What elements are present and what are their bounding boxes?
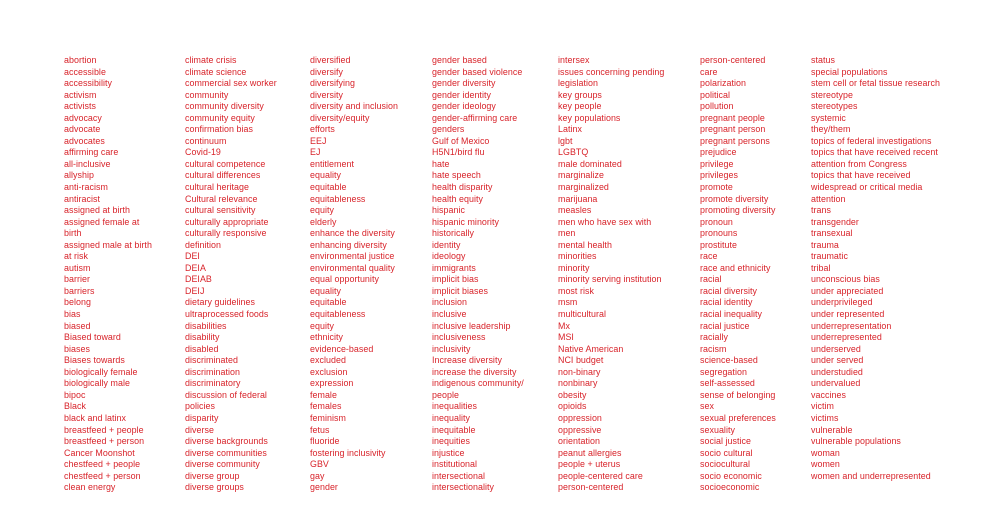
word-item: sexual preferences: [700, 412, 776, 423]
word-item: pollution: [700, 101, 734, 112]
word-item: political: [700, 89, 731, 100]
word-item: discriminatory: [185, 378, 241, 389]
word-item: status: [811, 55, 835, 65]
word-item: disabled: [185, 343, 219, 354]
word-item: breastfeed + person: [64, 436, 145, 447]
word-item: opioids: [558, 401, 587, 412]
word-item: activism: [64, 89, 97, 100]
word-item: legislation: [558, 78, 599, 89]
word-item: women: [811, 459, 840, 470]
word-item: pregnant people: [700, 112, 765, 123]
word-item: entitlement: [310, 158, 354, 169]
word-item: diverse groups: [185, 482, 244, 493]
word-item: obesity: [558, 389, 587, 400]
word-item: implicit biases: [432, 285, 488, 296]
word-item: underserved: [811, 343, 861, 354]
word-item: all-inclusive: [64, 158, 111, 169]
word-item: inclusiveness: [432, 332, 486, 343]
word-item: bipoc: [64, 389, 86, 400]
word-item: assigned at birth: [64, 205, 130, 216]
word-item: black and latinx: [64, 412, 126, 423]
word-item: attention from Congress: [811, 158, 907, 169]
word-item: enhance the diversity: [310, 228, 395, 239]
word-item: diversified: [310, 55, 351, 65]
word-item: topics that have received: [811, 170, 911, 181]
word-item: unconscious bias: [811, 274, 880, 285]
word-item: diversity: [310, 89, 343, 100]
word-item: hate speech: [432, 170, 481, 181]
word-item: vulnerable: [811, 424, 853, 435]
word-item: chestfeed + person: [64, 470, 141, 481]
word-item: racial: [700, 274, 722, 285]
word-item: gender diversity: [432, 78, 496, 89]
word-item: birth: [64, 228, 82, 239]
word-item: issues concerning pending: [558, 66, 665, 77]
word-item: inclusive: [432, 309, 467, 320]
word-item: genders: [432, 124, 465, 135]
word-column-1: [64, 55, 152, 494]
word-item: promote diversity: [700, 193, 769, 204]
word-item: LGBTQ: [558, 147, 589, 158]
word-item: NCI budget: [558, 355, 604, 366]
word-item: transexual: [811, 228, 853, 239]
word-item: racially: [700, 332, 729, 343]
word-item: underrepresented: [811, 332, 882, 343]
word-item: trans: [811, 205, 831, 216]
word-item: inclusive leadership: [432, 320, 511, 331]
word-item: inclusivity: [432, 343, 471, 354]
word-item: bias: [64, 309, 81, 320]
word-item: sexuality: [700, 424, 735, 435]
word-item: key populations: [558, 112, 621, 123]
word-item: men who have sex with: [558, 216, 652, 227]
word-column-6: [700, 55, 776, 494]
word-item: female: [310, 389, 337, 400]
word-item: minorities: [558, 251, 597, 262]
word-item: under appreciated: [811, 285, 884, 296]
word-item: pronoun: [700, 216, 733, 227]
word-item: advocate: [64, 124, 101, 135]
word-item: systemic: [811, 112, 846, 123]
word-item: environmental justice: [310, 251, 395, 262]
word-item: social justice: [700, 436, 752, 447]
word-item: Biases towards: [64, 355, 125, 366]
word-item: gender based violence: [432, 66, 523, 77]
word-item: DEIAB: [185, 274, 212, 285]
word-item: underprivileged: [811, 297, 873, 308]
word-item: most risk: [558, 285, 594, 296]
word-item: women and underrepresented: [811, 470, 931, 481]
word-item: injustice: [432, 447, 465, 458]
word-item: biologically female: [64, 366, 138, 377]
word-item: inequities: [432, 436, 470, 447]
word-item: race: [700, 251, 718, 262]
word-item: diverse community: [185, 459, 260, 470]
word-item: promoting diversity: [700, 205, 776, 216]
word-item: widespread or critical media: [811, 182, 923, 193]
word-item: attention: [811, 193, 846, 204]
word-item: topics that have received recent: [811, 147, 938, 158]
word-item: gay: [310, 470, 325, 481]
word-item: diversity and inclusion: [310, 101, 398, 112]
word-item: equitableness: [310, 193, 366, 204]
word-item: stem cell or fetal tissue research: [811, 78, 940, 89]
word-item: fetus: [310, 424, 330, 435]
word-item: sociocultural: [700, 459, 750, 470]
word-item: msm: [558, 297, 578, 308]
word-column-2: [185, 55, 277, 494]
word-item: stereotypes: [811, 101, 858, 112]
word-item: race and ethnicity: [700, 262, 771, 273]
word-item: intersectionality: [432, 482, 495, 493]
word-item: biologically male: [64, 378, 130, 389]
word-item: discriminated: [185, 355, 238, 366]
word-item: gender ideology: [432, 101, 496, 112]
word-item: DEI: [185, 251, 200, 262]
word-item: equal opportunity: [310, 274, 379, 285]
word-item: Increase diversity: [432, 355, 502, 366]
word-item: privileges: [700, 170, 738, 181]
word-item: clean energy: [64, 482, 116, 493]
word-item: community: [185, 89, 229, 100]
word-item: cultural competence: [185, 158, 266, 169]
word-item: advocacy: [64, 112, 102, 123]
word-item: indigenous community/: [432, 378, 524, 389]
word-item: pregnant person: [700, 124, 766, 135]
word-item: person-centered: [558, 482, 624, 493]
word-item: anti-racism: [64, 182, 108, 193]
word-item: ethnicity: [310, 332, 344, 343]
word-item: fostering inclusivity: [310, 447, 386, 458]
word-item: discussion of federal: [185, 389, 267, 400]
word-item: biased: [64, 320, 91, 331]
word-item: vaccines: [811, 389, 846, 400]
word-item: continuum: [185, 135, 227, 146]
word-item: evidence-based: [310, 343, 374, 354]
word-item: pronouns: [700, 228, 738, 239]
word-item: transgender: [811, 216, 859, 227]
word-item: feminism: [310, 412, 346, 423]
word-item: diversify: [310, 66, 343, 77]
word-item: vulnerable populations: [811, 436, 901, 447]
word-item: underrepresentation: [811, 320, 892, 331]
word-item: discrimination: [185, 366, 240, 377]
word-item: identity: [432, 239, 461, 250]
word-item: community diversity: [185, 101, 264, 112]
word-item: self-assessed: [700, 378, 755, 389]
word-item: stereotype: [811, 89, 853, 100]
word-item: prostitute: [700, 239, 738, 250]
word-item: victims: [811, 412, 839, 423]
word-item: GBV: [310, 459, 329, 470]
word-item: biases: [64, 343, 90, 354]
word-item: minority: [558, 262, 590, 273]
word-item: Biased toward: [64, 332, 121, 343]
word-item: climate crisis: [185, 55, 237, 65]
word-column-5: [558, 55, 664, 494]
word-item: assigned male at birth: [64, 239, 152, 250]
word-item: non-binary: [558, 366, 601, 377]
word-item: disparity: [185, 412, 219, 423]
word-item: diverse backgrounds: [185, 436, 268, 447]
word-item: key groups: [558, 89, 602, 100]
word-column-7: [811, 55, 940, 482]
word-item: socio cultural: [700, 447, 753, 458]
word-column-4: [432, 55, 524, 494]
word-item: exclusion: [310, 366, 348, 377]
word-item: sex: [700, 401, 714, 412]
word-item: Cultural relevance: [185, 193, 258, 204]
word-item: allyship: [64, 170, 94, 181]
word-item: community equity: [185, 112, 255, 123]
word-item: dietary guidelines: [185, 297, 255, 308]
word-item: intersectional: [432, 470, 485, 481]
word-item: expression: [310, 378, 354, 389]
word-item: MSI: [558, 332, 574, 343]
word-item: Native American: [558, 343, 624, 354]
word-item: polarization: [700, 78, 746, 89]
word-item: gender based: [432, 55, 487, 65]
word-item: woman: [811, 447, 840, 458]
word-item: at risk: [64, 251, 89, 262]
word-item: females: [310, 401, 342, 412]
word-item: racial inequality: [700, 309, 763, 320]
word-item: fluoride: [310, 436, 340, 447]
word-item: gender identity: [432, 89, 491, 100]
word-item: oppression: [558, 412, 602, 423]
word-item: DEIJ: [185, 285, 205, 296]
word-item: orientation: [558, 436, 600, 447]
word-item: they/them: [811, 124, 851, 135]
word-item: health disparity: [432, 182, 493, 193]
word-item: nonbinary: [558, 378, 598, 389]
word-item: hispanic minority: [432, 216, 499, 227]
word-item: ultraprocessed foods: [185, 309, 269, 320]
word-item: excluded: [310, 355, 346, 366]
word-item: culturally appropriate: [185, 216, 269, 227]
word-item: disability: [185, 332, 220, 343]
word-item: racism: [700, 343, 727, 354]
word-item: hispanic: [432, 205, 465, 216]
word-item: socioeconomic: [700, 482, 760, 493]
word-item: socio economic: [700, 470, 762, 481]
word-item: special populations: [811, 66, 888, 77]
word-item: Mx: [558, 320, 570, 331]
word-item: marginalize: [558, 170, 604, 181]
word-item: autism: [64, 262, 91, 273]
word-item: racial diversity: [700, 285, 758, 296]
word-item: segregation: [700, 366, 747, 377]
word-item: Black: [64, 401, 86, 412]
word-item: accessible: [64, 66, 106, 77]
word-item: health equity: [432, 193, 483, 204]
word-item: gender: [310, 482, 338, 493]
word-item: diversifying: [310, 78, 355, 89]
word-item: ideology: [432, 251, 466, 262]
word-item: antiracist: [64, 193, 101, 204]
word-item: sense of belonging: [700, 389, 776, 400]
word-item: commercial sex worker: [185, 78, 277, 89]
word-item: diverse communities: [185, 447, 267, 458]
word-item: inequality: [432, 412, 470, 423]
word-item: tribal: [811, 262, 831, 273]
word-item: victim: [811, 401, 834, 412]
word-item: cultural differences: [185, 170, 261, 181]
word-item: understudied: [811, 366, 863, 377]
word-item: multicultural: [558, 309, 606, 320]
word-item: affirming care: [64, 147, 119, 158]
word-item: equality: [310, 285, 341, 296]
word-item: trauma: [811, 239, 839, 250]
word-item: Cancer Moonshot: [64, 447, 135, 458]
word-item: mental health: [558, 239, 612, 250]
word-item: abortion: [64, 55, 97, 65]
word-item: key people: [558, 101, 602, 112]
word-item: equity: [310, 320, 334, 331]
word-item: environmental quality: [310, 262, 395, 273]
word-item: breastfeed + people: [64, 424, 144, 435]
word-item: care: [700, 66, 718, 77]
word-item: people-centered care: [558, 470, 643, 481]
word-item: cultural heritage: [185, 182, 249, 193]
word-item: traumatic: [811, 251, 848, 262]
word-item: accessibility: [64, 78, 112, 89]
word-item: privilege: [700, 158, 734, 169]
word-item: intersex: [558, 55, 590, 65]
word-item: racial identity: [700, 297, 753, 308]
word-item: undervalued: [811, 378, 861, 389]
word-item: minority serving institution: [558, 274, 662, 285]
word-item: pregnant persons: [700, 135, 770, 146]
word-item: advocates: [64, 135, 105, 146]
word-item: EEJ: [310, 135, 327, 146]
word-item: male dominated: [558, 158, 622, 169]
word-item: racial justice: [700, 320, 750, 331]
word-item: marginalized: [558, 182, 609, 193]
word-item: EJ: [310, 147, 321, 158]
word-item: institutional: [432, 459, 478, 470]
word-item: culturally responsive: [185, 228, 267, 239]
word-item: DEIA: [185, 262, 206, 273]
word-item: belong: [64, 297, 91, 308]
word-item: measles: [558, 205, 592, 216]
word-item: Covid-19: [185, 147, 221, 158]
word-item: prejudice: [700, 147, 737, 158]
word-item: climate science: [185, 66, 247, 77]
word-item: equitableness: [310, 309, 366, 320]
word-item: historically: [432, 228, 475, 239]
word-item: H5N1/bird flu: [432, 147, 485, 158]
word-item: immigrants: [432, 262, 476, 273]
word-item: efforts: [310, 124, 335, 135]
word-item: marijuana: [558, 193, 598, 204]
word-item: disabilities: [185, 320, 227, 331]
word-item: diverse group: [185, 470, 240, 481]
word-item: inequitable: [432, 424, 476, 435]
word-item: equitable: [310, 182, 347, 193]
word-item: diverse: [185, 424, 214, 435]
word-item: equality: [310, 170, 341, 181]
word-item: equity: [310, 205, 334, 216]
word-column-3: [310, 55, 398, 494]
word-item: definition: [185, 239, 222, 250]
word-item: implicit bias: [432, 274, 479, 285]
word-item: under served: [811, 355, 864, 366]
word-item: oppressive: [558, 424, 602, 435]
word-item: increase the diversity: [432, 366, 517, 377]
word-item: barriers: [64, 285, 95, 296]
word-item: science-based: [700, 355, 758, 366]
word-item: confirmation bias: [185, 124, 253, 135]
word-item: promote: [700, 182, 733, 193]
word-item: Latinx: [558, 124, 582, 135]
word-item: equitable: [310, 297, 347, 308]
word-item: lgbt: [558, 135, 573, 146]
word-item: hate: [432, 158, 450, 169]
word-item: gender-affirming care: [432, 112, 518, 123]
word-item: peanut allergies: [558, 447, 622, 458]
word-item: under represented: [811, 309, 885, 320]
word-item: chestfeed + people: [64, 459, 141, 470]
word-item: policies: [185, 401, 215, 412]
word-item: men: [558, 228, 576, 239]
word-item: diversity/equity: [310, 112, 370, 123]
word-item: inclusion: [432, 297, 467, 308]
word-item: topics of federal investigations: [811, 135, 932, 146]
word-item: elderly: [310, 216, 337, 227]
word-item: inequalities: [432, 401, 478, 412]
word-item: barrier: [64, 274, 90, 285]
word-item: cultural sensitivity: [185, 205, 256, 216]
word-item: Gulf of Mexico: [432, 135, 490, 146]
word-item: assigned female at: [64, 216, 140, 227]
word-item: person-centered: [700, 55, 766, 65]
word-item: enhancing diversity: [310, 239, 387, 250]
word-item: people: [432, 389, 459, 400]
word-item: people + uterus: [558, 459, 621, 470]
word-item: activists: [64, 101, 97, 112]
